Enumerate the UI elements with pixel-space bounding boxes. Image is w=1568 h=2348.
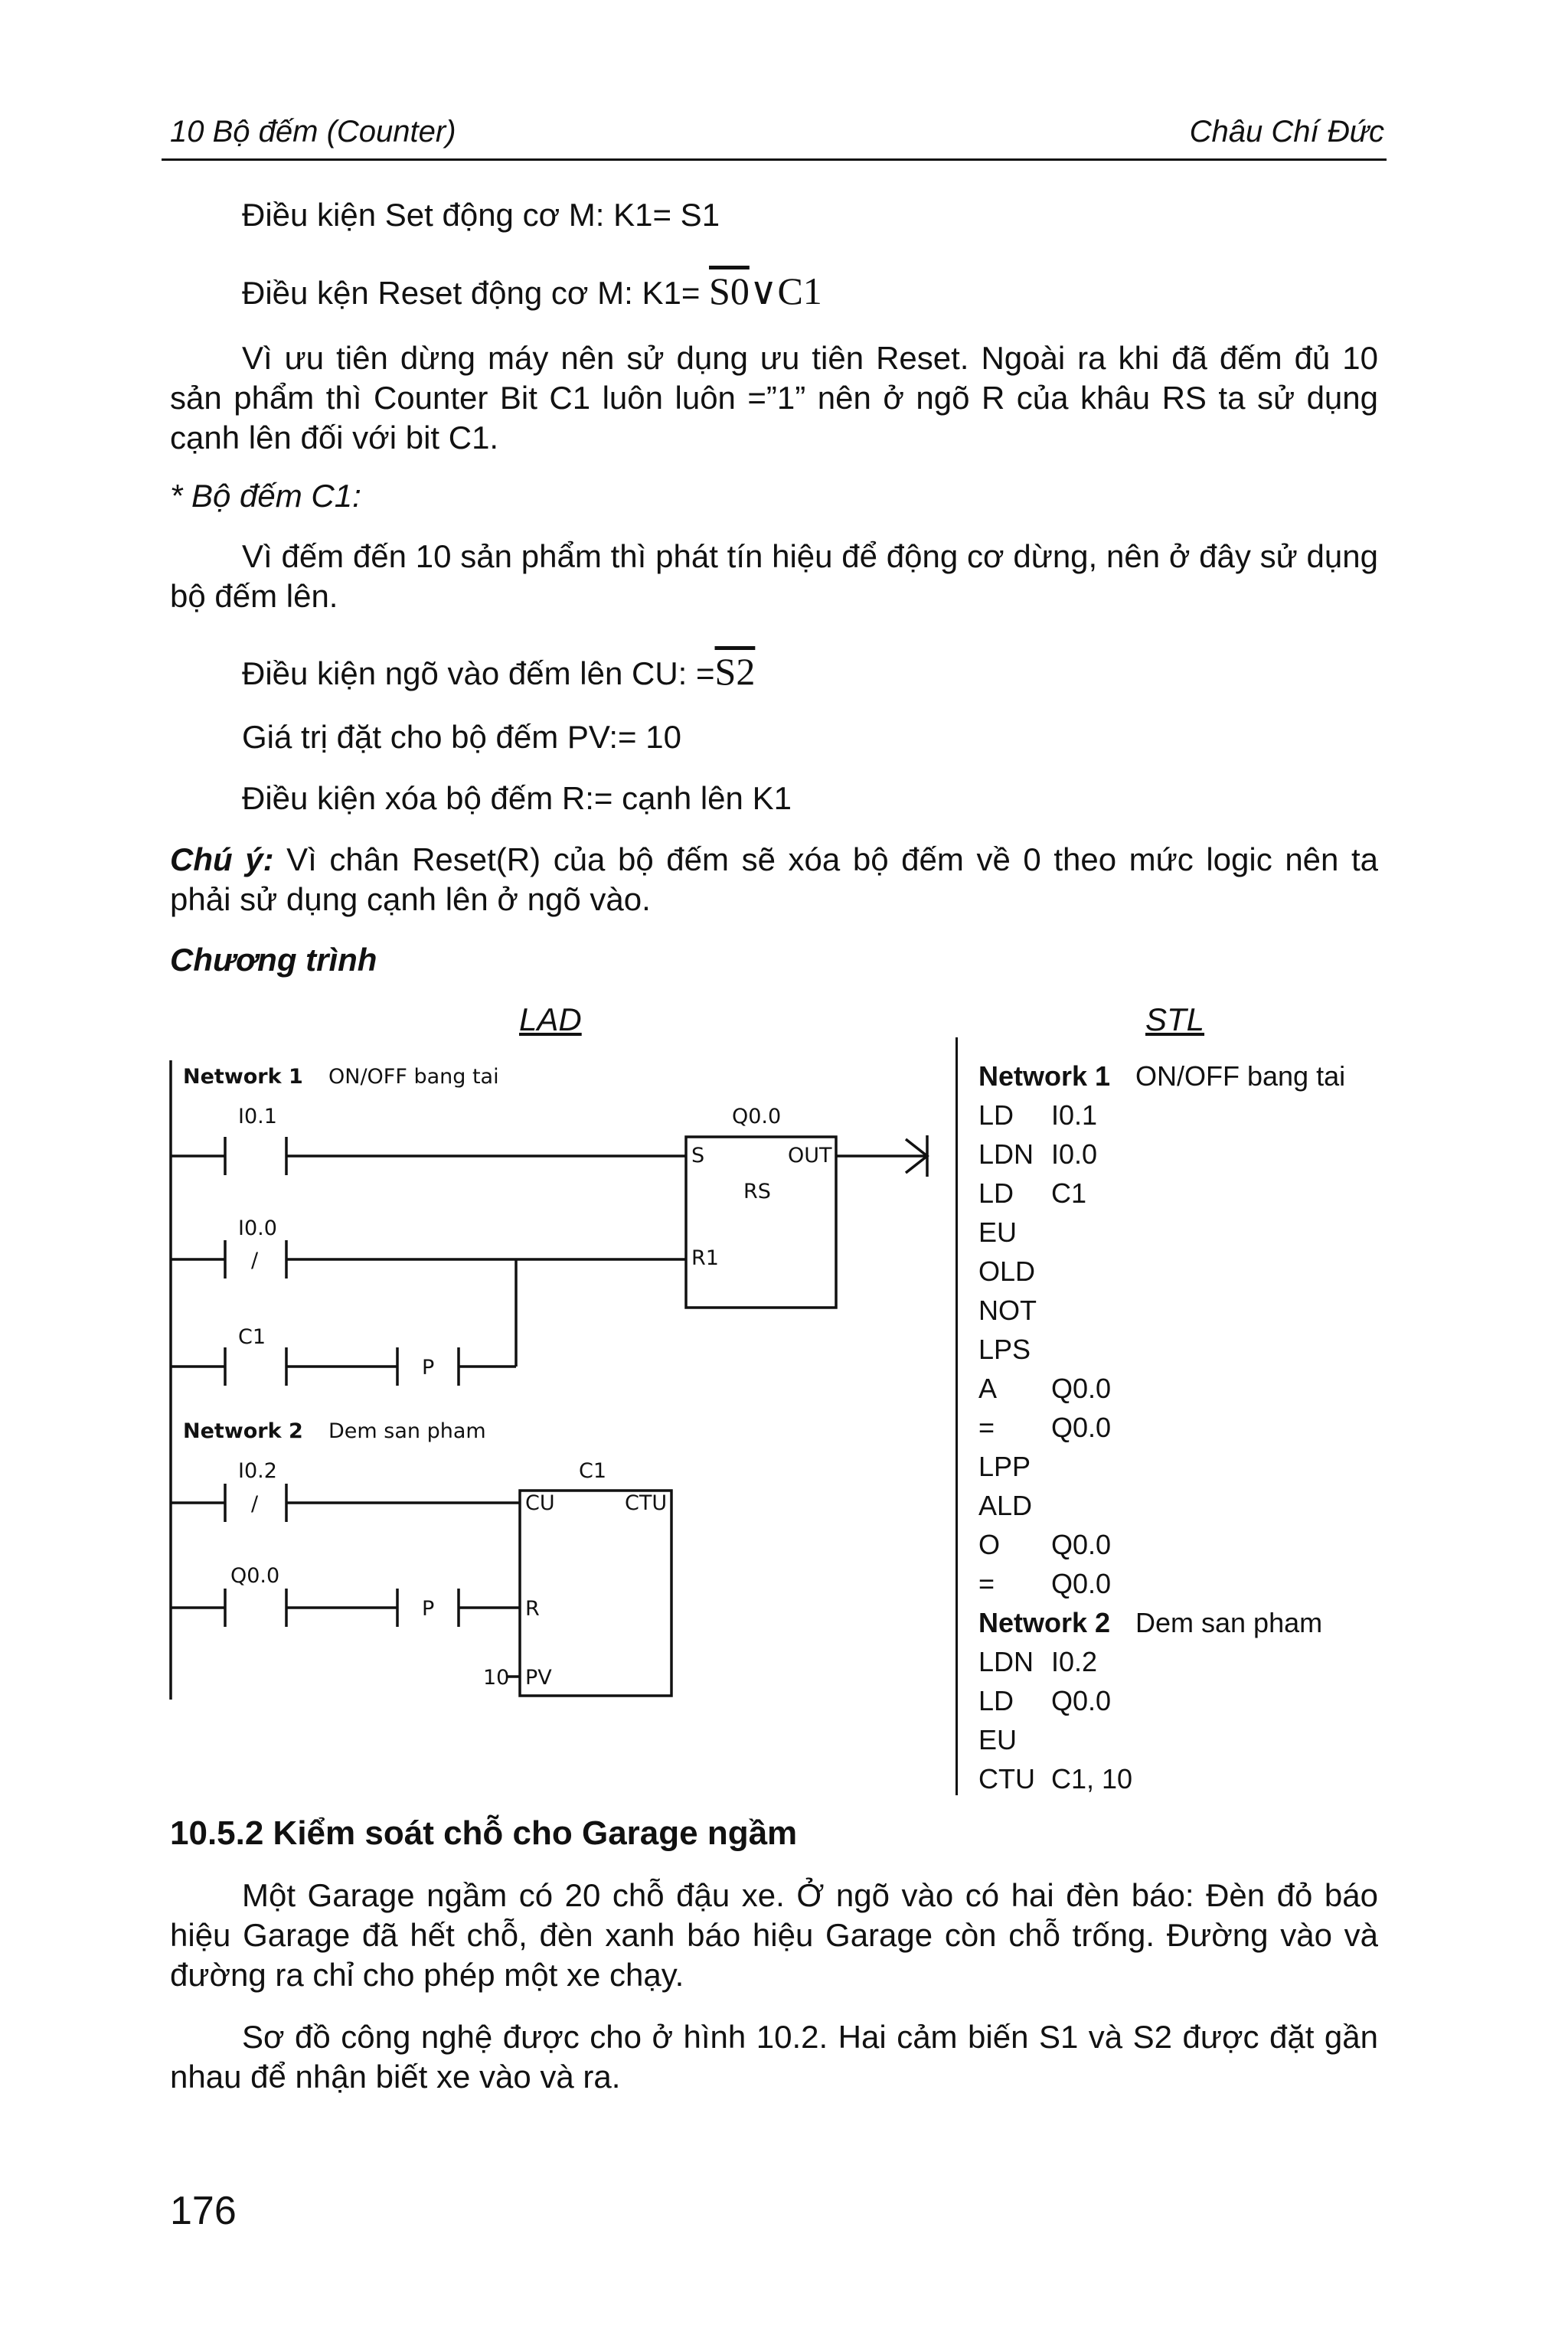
cu-condition-line <box>242 651 755 694</box>
stl-operand: I0.0 <box>1051 1138 1098 1170</box>
ctu-pin-r: R <box>525 1597 540 1621</box>
reset-formula-or: ∨ <box>749 269 778 312</box>
stl-instruction: Network 1 <box>978 1060 1111 1092</box>
reset-counter-line: Điều kiện xóa bộ đếm R:= cạnh lên K1 <box>242 780 792 816</box>
stl-instruction: OLD <box>978 1256 1036 1287</box>
stl-row <box>978 1642 1345 1681</box>
network2-label: Network 2 <box>183 1419 303 1443</box>
stl-row <box>978 1720 1345 1759</box>
running-header-left: 10 Bộ đếm (Counter) <box>170 115 456 149</box>
network1-comment: ON/OFF bang tai <box>328 1065 499 1089</box>
stl-instruction: LDN <box>978 1646 1034 1677</box>
stl-operand: Q0.0 <box>1051 1529 1112 1560</box>
pv-line: Giá trị đặt cho bộ đếm PV:= 10 <box>242 719 681 755</box>
ctu-pin-cu: CU <box>525 1491 555 1515</box>
stl-operand: C1, 10 <box>1051 1763 1133 1794</box>
stl-row <box>978 1603 1345 1642</box>
stl-operand: Q0.0 <box>1051 1412 1112 1443</box>
reset-condition-label: Điều kện Reset động cơ M: K1= <box>242 275 701 311</box>
stl-instruction: LPS <box>978 1334 1031 1365</box>
cu-formula-s2: S2 <box>714 650 756 693</box>
ctu-function-box <box>520 1491 671 1696</box>
stl-operand: I0.1 <box>1051 1099 1098 1131</box>
note-label: Chú ý: <box>170 841 274 877</box>
contact-i00-not: / <box>251 1249 259 1272</box>
stl-row <box>978 1408 1345 1447</box>
rs-pin-s: S <box>691 1144 705 1167</box>
stl-operand: Dem san pham <box>1135 1607 1323 1638</box>
stl-operand: C1 <box>1051 1177 1087 1209</box>
rs-address-label: Q0.0 <box>732 1105 782 1128</box>
stl-instruction: EU <box>978 1216 1018 1248</box>
count-paragraph: Vì đếm đến 10 sản phẩm thì phát tín hiệu để động cơ dừng, nên ở đây sử dụng bộ đếm lên. <box>170 538 1378 614</box>
set-condition-line: Điều kiện Set động cơ M: K1= S1 <box>242 197 720 233</box>
lad-title: LAD <box>519 1001 582 1037</box>
network1-label: Network 1 <box>183 1065 303 1089</box>
stl-instruction: = <box>978 1412 995 1443</box>
note-paragraph <box>170 840 1378 919</box>
garage-paragraph-2: Sơ đồ công nghệ được cho ở hình 10.2. Hai cảm biến S1 và S2 được đặt gần nhau để nhận biết xe vào và ra. <box>170 2019 1378 2095</box>
section-heading: 10.5.2 Kiểm soát chỗ cho Garage ngầm <box>170 1814 798 1852</box>
lad-stl-separator <box>956 1037 958 1795</box>
contact-i02-label: I0.2 <box>238 1459 277 1483</box>
stl-row <box>978 1291 1345 1330</box>
stl-instruction: NOT <box>978 1295 1037 1326</box>
cu-condition-label: Điều kiện ngõ vào đếm lên CU: = <box>242 655 715 691</box>
counter-c1-heading: * Bộ đếm C1: <box>170 478 361 514</box>
contact-q00-label: Q0.0 <box>230 1564 280 1588</box>
reset-condition-line <box>242 271 822 313</box>
stl-row <box>978 1056 1345 1096</box>
rs-pin-r1: R1 <box>691 1246 719 1270</box>
stl-operand: I0.2 <box>1051 1646 1098 1677</box>
stl-listing <box>978 1056 1345 1798</box>
contact-i01-label: I0.1 <box>238 1105 277 1128</box>
rs-pin-out: OUT <box>788 1144 832 1167</box>
stl-operand: ON/OFF bang tai <box>1135 1060 1346 1092</box>
reset-formula-c1: C1 <box>777 269 822 312</box>
note-text: Vì chân Reset(R) của bộ đếm sẽ xóa bộ đếm về 0 theo mức logic nên ta phải sử dụng cạnh lên ở ngõ vào. <box>170 841 1379 917</box>
stl-row <box>978 1369 1345 1408</box>
stl-row <box>978 1096 1345 1135</box>
stl-operand: Q0.0 <box>1051 1685 1112 1716</box>
stl-row <box>978 1330 1345 1369</box>
stl-instruction: LD <box>978 1099 1014 1131</box>
ctu-pin-pv: PV <box>525 1666 552 1690</box>
stl-instruction: Network 2 <box>978 1607 1111 1638</box>
program-heading: Chương trình <box>170 942 377 978</box>
contact-c1-label: C1 <box>238 1325 266 1349</box>
stl-title: STL <box>1145 1001 1205 1037</box>
network2-comment: Dem san pham <box>328 1419 486 1443</box>
running-header-right: Châu Chí Đức <box>1189 115 1384 149</box>
ctu-box-name: CTU <box>625 1491 668 1515</box>
stl-instruction: A <box>978 1373 998 1404</box>
stl-instruction: O <box>978 1529 1001 1560</box>
stl-instruction: LPP <box>978 1451 1031 1482</box>
stl-instruction: = <box>978 1568 995 1599</box>
p-contact2-symbol: P <box>422 1597 435 1621</box>
header-rule <box>162 158 1387 161</box>
lad-ladder-diagram <box>162 1037 950 1711</box>
stl-row <box>978 1681 1345 1720</box>
ctu-address-label: C1 <box>579 1459 607 1483</box>
stl-row <box>978 1213 1345 1252</box>
stl-instruction: LD <box>978 1177 1014 1209</box>
stl-instruction: ALD <box>978 1490 1033 1521</box>
stl-instruction: LD <box>978 1685 1014 1716</box>
stl-row <box>978 1252 1345 1291</box>
stl-instruction: CTU <box>978 1763 1035 1794</box>
stl-row <box>978 1525 1345 1564</box>
priority-paragraph: Vì ưu tiên dừng máy nên sử dụng ưu tiên Reset. Ngoài ra khi đã đếm đủ 10 sản phẩm thì Counter Bit C1 luôn luôn =”1” nên ở ngõ R của khâu RS ta sử dụng cạnh lên đối với bit C1. <box>170 340 1378 456</box>
stl-row <box>978 1174 1345 1213</box>
stl-row <box>978 1759 1345 1798</box>
stl-row <box>978 1564 1345 1603</box>
contact-i02-not: / <box>251 1492 259 1516</box>
garage-paragraph-1: Một Garage ngầm có 20 chỗ đậu xe. Ở ngõ vào có hai đèn báo: Đèn đỏ báo hiệu Garage đã hết chỗ, đèn xanh báo hiệu Garage còn chỗ trống. Đường vào và đường ra chỉ cho phép một xe chạy. <box>170 1877 1378 1993</box>
rs-box-name: RS <box>743 1180 771 1203</box>
stl-row <box>978 1135 1345 1174</box>
p-contact-symbol: P <box>422 1356 435 1380</box>
page-number: 176 <box>170 2189 237 2233</box>
stl-instruction: EU <box>978 1724 1018 1755</box>
contact-i00-label: I0.0 <box>238 1216 277 1240</box>
reset-formula-s0: S0 <box>709 269 750 312</box>
stl-operand: Q0.0 <box>1051 1373 1112 1404</box>
stl-row <box>978 1486 1345 1525</box>
ctu-pv-value: 10 <box>483 1666 510 1690</box>
stl-row <box>978 1447 1345 1486</box>
stl-operand: Q0.0 <box>1051 1568 1112 1599</box>
stl-instruction: LDN <box>978 1138 1034 1170</box>
